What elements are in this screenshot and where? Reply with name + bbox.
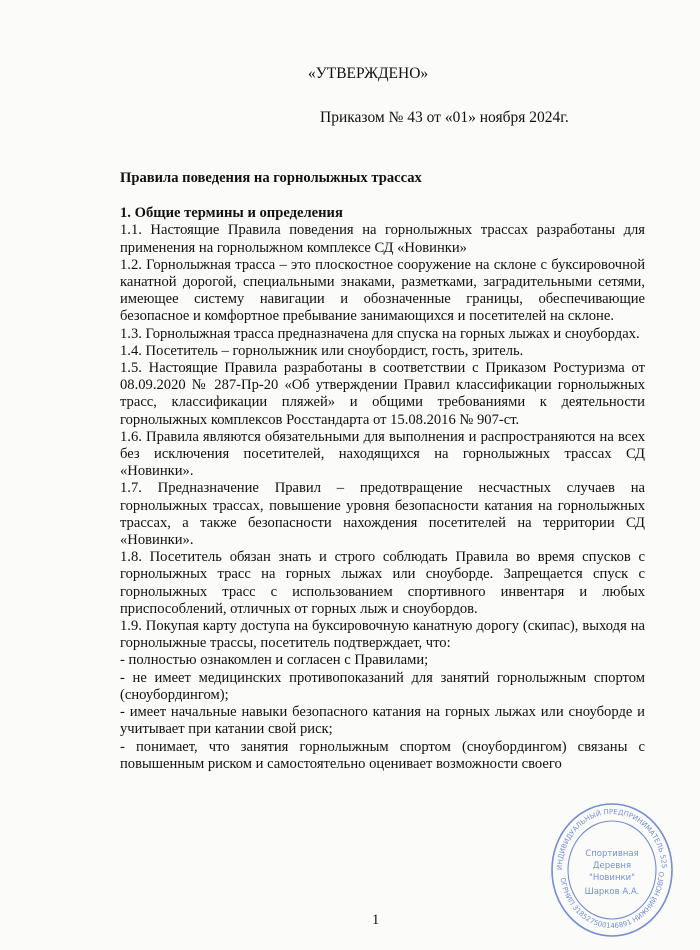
seal-line-3: "Новинки" xyxy=(588,873,636,883)
seal-line-1: Спортивная xyxy=(585,849,639,859)
paragraph-1-4: 1.4. Посетитель – горнолыжник или сноубордист, гость, зритель. xyxy=(120,342,524,359)
order-reference: Приказом № 43 от «01» ноября 2024г. xyxy=(320,109,569,126)
section-title: 1. Общие термины и определения xyxy=(120,205,343,222)
document-body xyxy=(120,170,645,773)
seal-stamp xyxy=(548,800,676,940)
list-item-familiarized: - полностью ознакомлен и согласен с Правилами; xyxy=(120,652,429,669)
document-title: Правила поведения на горнолыжных трассах xyxy=(120,170,422,186)
paragraph-1-3: 1.3. Горнолыжная трасса предназначена для спуска на горных лыжах и сноубордах. xyxy=(120,325,640,342)
approved-label: «УТВЕРЖДЕНО» xyxy=(308,65,429,82)
paragraph-1-1: 1.1. Настоящие Правила поведения на горнолыжных трассах разработаны для применения на горнолыжном комплексе СД «Новинки» xyxy=(120,222,645,256)
list-item-basic-skills: - имеет начальные навыки безопасного катания на горных лыжах или сноуборде и учитывает при катании свой риск; xyxy=(120,704,645,738)
seal-bottom-text: ОГРНИП 318527500146891 НИЖНИЙ НОВГО xyxy=(558,871,667,931)
list-item-no-contraindications: - не имеет медицинских противопоказаний для занятий горнолыжным спортом (сноубордингом); xyxy=(120,669,645,703)
paragraph-1-5: 1.5. Настоящие Правила разработаны в соответствии с Приказом Ростуризма от 08.09.2020 № 287-Пр-20 «Об утверждении Правил классификации горнолыжных трасс, классификации пляжей» и общими требованиями к деятельности горнолыжных комплексов Росстандарта от 15.08.2016 № 907-ст. xyxy=(120,360,645,428)
list-item-understands-risk: - понимает, что занятия горнолыжным спортом (сноубордингом) связаны с повышенным риском и самостоятельно оценивает возможности своего xyxy=(120,738,645,772)
paragraph-1-2: 1.2. Горнолыжная трасса – это плоскостное сооружение на склоне с буксировочной канатной дорогой, специальными знаками, разметками, заградительными сетями, имеющее систему навигации и обозначенные границы, обеспечивающие безопасное и комфортное пребывание занимающихся и посетителей на склоне. xyxy=(120,256,645,325)
seal-line-2: Деревня xyxy=(592,861,632,871)
paragraph-1-7: 1.7. Предназначение Правил – предотвращение несчастных случаев на горнолыжных трассах, повышение уровня безопасности катания на горнолыжных трассах, а также безопасности нахождения посетителей на территории СД «Новинки». xyxy=(120,480,645,549)
seal-line-4: Шарков А.А. xyxy=(584,887,640,897)
paragraph-1-8: 1.8. Посетитель обязан знать и строго соблюдать Правила во время спусков с горнолыжных трасс на горных лыжах или сноуборде. Запрещается спуск с горнолыжных трасс с использованием спортивного инвентаря и любых приспособлений, отличных от горных лыж и сноубордов. xyxy=(120,549,645,617)
paragraph-1-9: 1.9. Покупая карту доступа на буксировочную канатную дорогу (скипас), выходя на горнолыжные трассы, посетитель подтверждает, что: xyxy=(120,618,645,652)
svg-text:ИНДИВИДУАЛЬНЫЙ ПРЕДПРИНИМАТЕЛЬ xyxy=(548,800,668,870)
seal-ring-text: ИНДИВИДУАЛЬНЫЙ ПРЕДПРИНИМАТЕЛЬ 525 xyxy=(555,807,669,871)
page-number: 1 xyxy=(372,912,380,928)
paragraph-1-6: 1.6. Правила являются обязательными для выполнения и распространяются на всех без исключения посетителей, находящихся на горнолыжных трассах СД «Новинки». xyxy=(120,428,645,480)
approval-header xyxy=(308,64,569,128)
